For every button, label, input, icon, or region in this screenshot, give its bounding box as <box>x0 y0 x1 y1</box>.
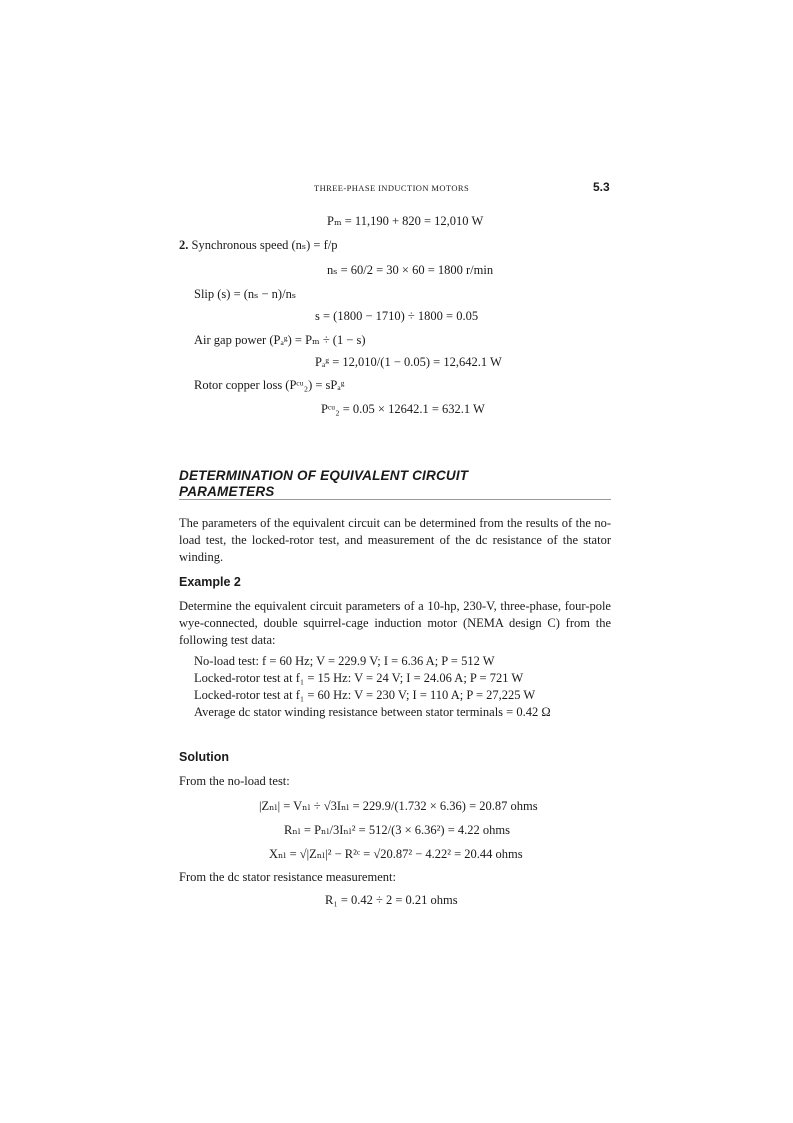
rotor-copper-loss-label: Rotor copper loss (Pᶜᵘ₂) = sPₐᵍ <box>194 378 345 392</box>
equation-xnl: Xₙₗ = √|Zₙₗ|² − R²ᶜ = √20.87² − 4.22² = 20.44 ohms <box>269 847 523 861</box>
section-rule <box>179 499 611 500</box>
example-heading: Example 2 <box>179 575 241 589</box>
test-data-dc-resistance: Average dc stator winding resistance between stator terminals = 0.42 Ω <box>194 705 551 719</box>
step-number: 2. <box>179 238 189 252</box>
synchronous-speed-label: Synchronous speed (nₛ) = f/p <box>191 238 338 252</box>
test-data-no-load: No-load test: f = 60 Hz; V = 229.9 V; I = 6.36 A; P = 512 W <box>194 654 495 668</box>
equation-r1: R₁ = 0.42 ÷ 2 = 0.21 ohms <box>325 893 458 907</box>
equation-rnl: Rₙₗ = Pₙₗ/3Iₙₗ² = 512/(3 × 6.36²) = 4.22 ohms <box>284 823 510 837</box>
equation-znl: |Zₙₗ| = Vₙₗ ÷ √3Iₙₗ = 229.9/(1.732 × 6.36) = 20.87 ohms <box>259 799 538 813</box>
page-number: 5.3 <box>593 180 610 194</box>
section-title-line-1: DETERMINATION OF EQUIVALENT CIRCUIT <box>179 468 469 483</box>
section-title <box>179 468 468 500</box>
air-gap-power-label: Air gap power (Pₐᵍ) = Pₘ ÷ (1 − s) <box>194 333 366 347</box>
slip-label: Slip (s) = (nₛ − n)/nₛ <box>194 287 297 301</box>
step-2 <box>179 237 337 253</box>
section-title-line-2: PARAMETERS <box>179 484 275 499</box>
solution-heading: Solution <box>179 750 229 764</box>
equation-slip: s = (1800 − 1710) ÷ 1800 = 0.05 <box>315 309 479 323</box>
equation-pcu2: Pᶜᵘ₂ = 0.05 × 12642.1 = 632.1 W <box>321 402 485 416</box>
section-intro-paragraph: The parameters of the equivalent circuit can be determined from the results of the no-load test, the locked-rotor test, and measurement of the dc resistance of the stator winding. <box>179 516 611 564</box>
equation-pm: Pₘ = 11,190 + 820 = 12,010 W <box>327 214 484 228</box>
test-data-locked-rotor-15hz: Locked-rotor test at f₁ = 15 Hz: V = 24 V; I = 24.06 A; P = 721 W <box>194 671 524 685</box>
equation-pag: Pₐᵍ = 12,010/(1 − 0.05) = 12,642.1 W <box>315 355 502 369</box>
test-data-locked-rotor-60hz: Locked-rotor test at f₁ = 60 Hz: V = 230 V; I = 110 A; P = 27,225 W <box>194 688 536 702</box>
equation-ns: nₛ = 60/2 = 30 × 60 = 1800 r/min <box>327 263 494 277</box>
running-header: THREE-PHASE INDUCTION MOTORS <box>314 183 470 193</box>
no-load-intro: From the no-load test: <box>179 774 290 788</box>
dc-resistance-intro: From the dc stator resistance measurement: <box>179 870 396 884</box>
example-paragraph: Determine the equivalent circuit parameters of a 10-hp, 230-V, three-phase, four-pole wye-connected, double squirrel-cage induction motor (NEMA design C) from the following test data: <box>179 599 611 647</box>
